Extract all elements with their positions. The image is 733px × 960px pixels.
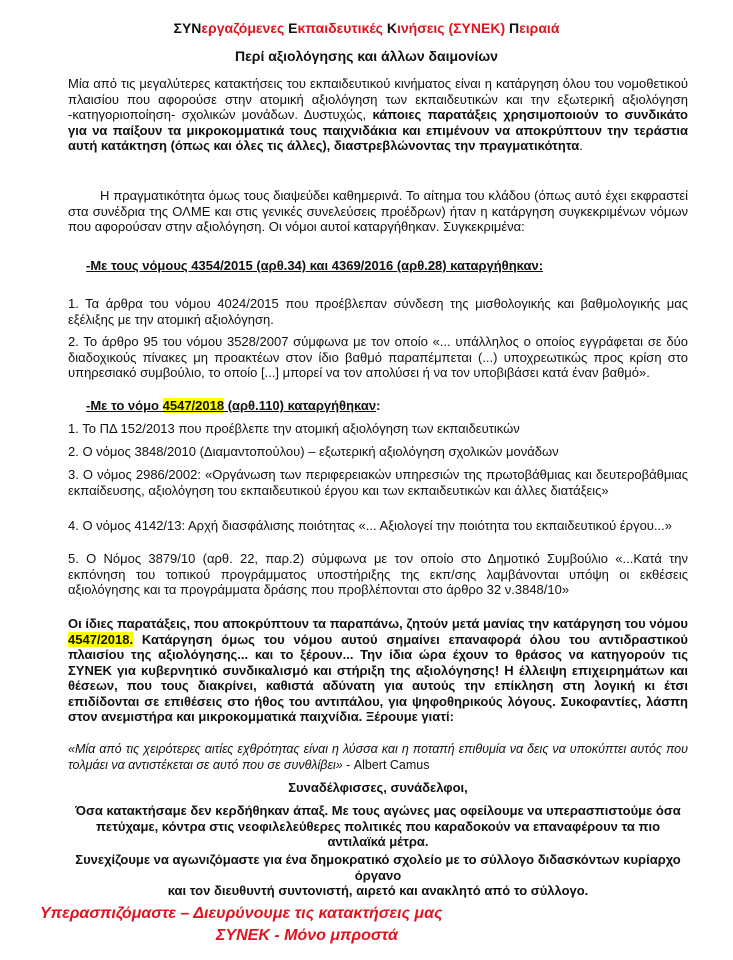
closing-law-highlight: 4547/2018.: [68, 631, 134, 647]
quote-author: - Albert Camus: [342, 757, 430, 772]
section2-heading-pre: -Με το νόμο: [86, 398, 163, 413]
section2-heading-post: (αρθ.110) καταργήθηκαν: [224, 398, 377, 413]
intro-p1-bold: κάποιες παρατάξεις χρησιμοποιούν το συνδικάτο για να παίξουν τα μικροκομματικά τους παιχνιδάκια και επιμένουν να αποκρύπτουν την τεράστια αυτή κατάκτηση (όπως και όλες τις άλλες), διαστρεβλώνοντας την πραγματικότητα: [68, 107, 689, 153]
section2-item-1: 1. Το ΠΔ 152/2013 που προέβλεπε την ατομική αξιολόγηση των εκπαιδευτικών: [68, 421, 520, 436]
closing-bold-b: Κατάργηση όμως του νόμου αυτού σημαίνει επαναφορά όλου του αντιδραστικού πλαισίου της αξιολόγησης... και το ξέρουν... Την ίδια ώρα έχουν το θράσος να κατηγορούν τις ΣΥΝΕΚ για κυβερνητικό συνδικαλισμό και στήριξη της αξιολόγησης! Η έλλειψη επιχειρημάτων και θέσεων, που τους διακρίνει, καθιστά αδύνατη για αυτούς την επίκληση στη λογική κι έτσι επιδίδονται σε επιθέσεις στο ήθος του αντιπάλου, για ψηφοθηρικούς λόγους. Συκοφαντίες, λάσπη στον ανεμιστήρα και μικροκομματικά παιχνίδια. Ξέρουμε γιατί:: [68, 631, 688, 724]
closing-line-2b: και τον διευθυντή συντονιστή, αιρετό και ανακλητό από το σύλλογο.: [167, 883, 589, 898]
section2-item-3: 3. Ο νόμος 2986/2002: «Οργάνωση των περιφερειακών υπηρεσιών της πρωτοβάθμιας και δευτεροβάθμιας εκπαίδευσης, αξιολόγηση του εκπαιδευτικού έργου και των εκπαιδευτικών και άλλες διατάξεις»: [68, 467, 688, 498]
title-part-3: κπαιδευτικές: [297, 20, 387, 36]
title-part-6: Π: [509, 20, 520, 36]
closing-line-2a: Συνεχίζουμε να αγωνιζόμαστε για ένα δημοκρατικό σχολείο με το σύλλογο διδασκόντων κυρίαρχο όργανο: [75, 852, 681, 883]
section1-item-2: 2. Το άρθρο 95 του νόμου 3528/2007 σύμφωνα με τον οποίο «... υπάλληλος ο οποίος εγγράφεται σε δύο διαδοχικούς πίνακες μη προακτέων στον ίδιο βαθμό παραπέμπεται (...) υποχρεωτικώς προς κρίση στο υπηρεσιακό συμβούλιο, το οποίο [...] μπορεί να τον απολύσει ή να τον υποβιβάσει κατά έναν βαθμό».: [68, 334, 688, 380]
section2-heading: [68, 398, 688, 414]
document-subtitle: Περί αξιολόγησης και άλλων δαιμονίων: [235, 48, 498, 64]
motto-line-1: Υπερασπιζόμαστε – Διευρύνουμε τις κατακτήσεις μας: [40, 905, 443, 922]
quote-text: «Μία από τις χειρότερες αιτίες εχθρότητας είναι η λύσσα και η ποταπή επιθυμία να δεις να υποκύπτει αυτός που τολμάει να αντιστέκεται σε αυτό που σε συνθλίβει»: [68, 742, 688, 772]
motto-line-2: ΣΥΝΕΚ - Μόνο μπροστά: [216, 927, 398, 944]
title-part-4: Κ: [386, 20, 397, 36]
closing-paragraph: [68, 616, 688, 725]
closing-bold-a: Οι ίδιες παρατάξεις, που αποκρύπτουν τα παραπάνω, ζητούν μετά μανίας την κατάργηση του νόμου: [68, 616, 688, 631]
title-part-2: Ε: [288, 20, 298, 36]
section1-item-1: 1. Τα άρθρα του νόμου 4024/2015 που προέβλεπαν σύνδεση της μισθολογικής και βαθμολογικής μας εξέλιξης με την ατομική αξιολόγηση.: [68, 296, 688, 327]
greeting: Συναδέλφισσες, συνάδελφοι,: [288, 780, 468, 795]
title-part-7: ειραιά: [519, 20, 560, 36]
section2-item-2: 2. Ο νόμος 3848/2010 (Διαμαντοπούλου) – εξωτερική αξιολόγηση σχολικών μονάδων: [68, 444, 559, 459]
title-part-5: ινήσεις (ΣΥΝΕΚ): [396, 20, 509, 36]
section2-item-4: 4. Ο νόμος 4142/13: Αρχή διασφάλισης ποιότητας «... Αξιολογεί την ποιότητα του εκπαιδευτικού έργου...»: [68, 518, 672, 533]
document-title: [0, 20, 733, 36]
intro-paragraph-2: Η πραγματικότητα όμως τους διαψεύδει καθημερινά. Το αίτημα του κλάδου (όπως αυτό έχει εκφραστεί στα συνέδρια της ΟΛΜΕ και στις γενικές συνελεύσεις προέδρων) ήταν η κατάργηση συγκεκριμένων νόμων που αφορούσαν στην αξιολόγηση. Οι νόμοι αυτοί καταργήθηκαν. Συγκεκριμένα:: [68, 188, 688, 234]
title-part-0: ΣΥΝ: [173, 20, 202, 36]
section1-heading: -Με τους νόμους 4354/2015 (αρθ.34) και 4369/2016 (αρθ.28) καταργήθηκαν:: [86, 258, 544, 273]
camus-quote: [68, 742, 688, 773]
intro-p1-end: .: [579, 138, 583, 153]
closing-line-1: Όσα κατακτήσαμε δεν κερδήθηκαν άπαξ. Με τους αγώνες μας οφείλουμε να υπερασπιστούμε όσα πετύχαμε, κόντρα στις νεοφιλελεύθερες πολιτικές που καραδοκούν να επαναφέρουν τα πιο αντιλαϊκά μέτρα.: [75, 803, 681, 849]
section2-item-5: 5. Ο Νόμος 3879/10 (αρθ. 22, παρ.2) σύμφωνα με τον οποίο στο Δημοτικό Συμβούλιο «...Κατά την εκπόνηση του τοπικού προγράμματος υποστήριξης της εκπ/σης λαμβάνονται υπόψη οι εκθέσεις αξιολόγησης και τα προγράμματα δράσης που προβλέπονται στο άρθρο 32 ν.3848/10»: [68, 551, 688, 597]
title-part-1: εργαζόμενες: [201, 20, 289, 36]
section2-heading-colon: :: [376, 398, 381, 413]
intro-paragraph-1: [68, 76, 688, 154]
section2-heading-law: 4547/2018: [162, 398, 225, 413]
intro-p1-normal: Μία από τις μεγαλύτερες κατακτήσεις του εκπαιδευτικού κινήματος είναι η κατάργηση όλου του νομοθετικού πλαισίου που αφορούσε στην ατομική αξιολόγηση των εκπαιδευτικών και την εξωτερική αξιολόγηση -κατηγοριοποίηση- σχολικών μονάδων. Δυστυχώς,: [68, 76, 688, 122]
